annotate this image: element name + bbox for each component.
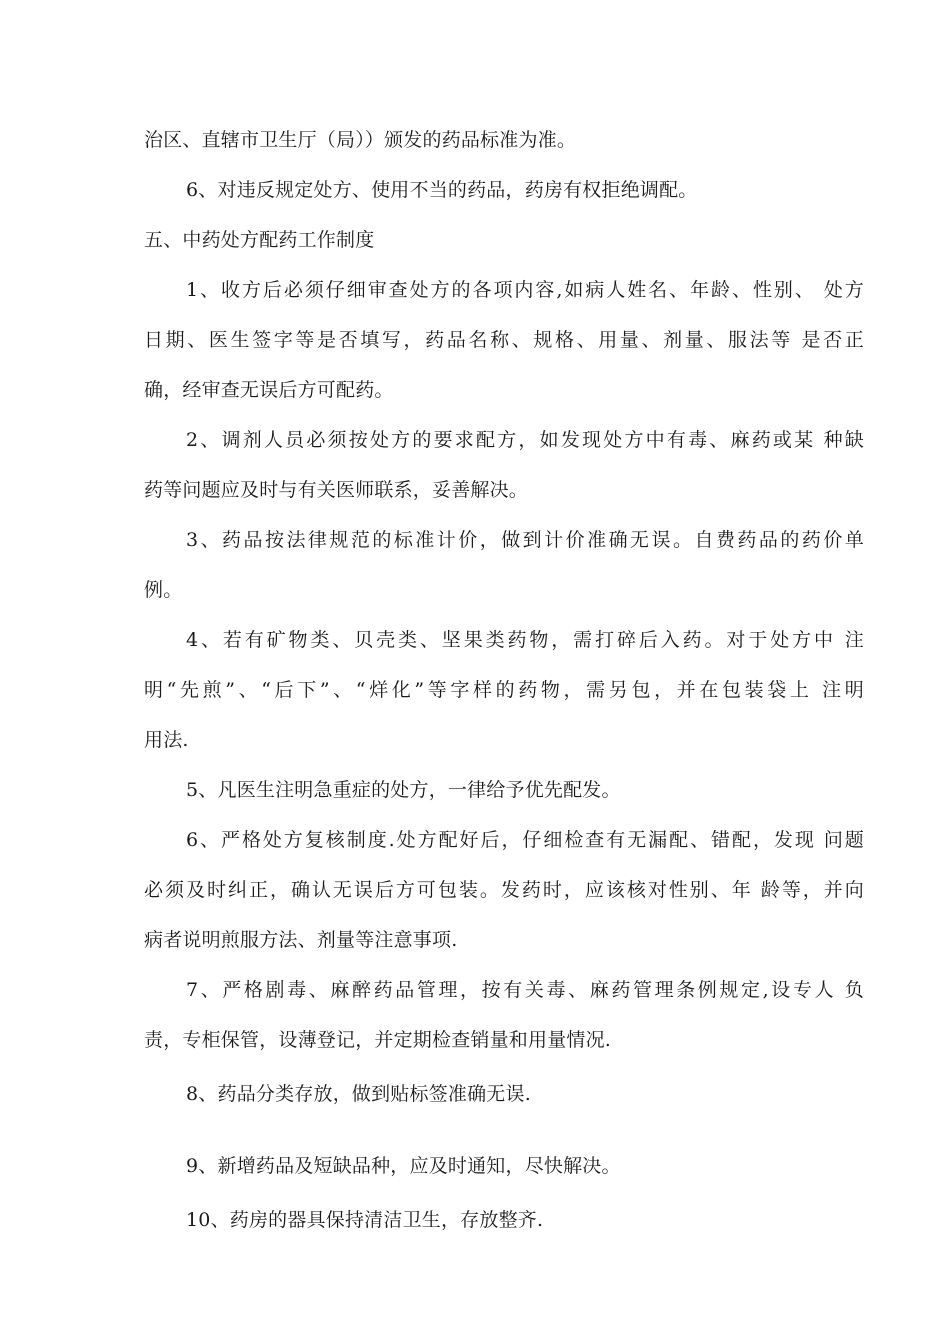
text-line: 必须及时纠正，确认无误后方可包装。发药时，应该核对性别、年 龄等，并向 bbox=[144, 879, 864, 901]
text-line: 2、调剂人员必须按处方的要求配方，如发现处方中有毒、麻药或某 种缺 bbox=[186, 429, 864, 451]
text-line: 10、药房的器具保持清洁卫生，存放整齐. bbox=[186, 1209, 544, 1231]
text-line: 治区、直辖市卫生厅（局））颁发的药品标准为准。 bbox=[144, 129, 577, 151]
text-line: 9、新增药品及短缺品种，应及时通知，尽快解决。 bbox=[186, 1155, 621, 1177]
text-line: 用法. bbox=[144, 729, 189, 751]
text-line: 责，专柜保管，设薄登记，并定期检查销量和用量情况. bbox=[144, 1029, 612, 1051]
text-line: 例。 bbox=[144, 579, 183, 601]
text-line: 4、若有矿物类、贝壳类、坚果类药物，需打碎后入药。对于处方中 注 bbox=[186, 629, 864, 651]
text-line: 6、严格处方复核制度.处方配好后，仔细检查有无漏配、错配，发现 问题 bbox=[186, 829, 864, 851]
text-line: 7、严格剧毒、麻醉药品管理，按有关毒、麻药管理条例规定,设专人 负 bbox=[186, 979, 864, 1001]
text-line: 确，经审查无误后方可配药。 bbox=[144, 379, 394, 401]
text-line: 6、对违反规定处方、使用不当的药品，药房有权拒绝调配。 bbox=[186, 179, 698, 201]
text-line: 日期、医生签字等是否填写，药品名称、规格、用量、剂量、服法等 是否正 bbox=[144, 329, 864, 351]
text-line: 1、收方后必须仔细审查处方的各项内容,如病人姓名、年龄、性别、 处方 bbox=[186, 279, 864, 301]
text-line: 药等问题应及时与有关医师联系，妥善解决。 bbox=[144, 479, 529, 501]
text-line: 3、药品按法律规范的标准计价，做到计价准确无误。自费药品的药价单 bbox=[186, 529, 864, 551]
text-line: 8、药品分类存放，做到贴标签准确无误. bbox=[186, 1083, 531, 1105]
text-line: 5、凡医生注明急重症的处方，一律给予优先配发。 bbox=[186, 779, 621, 801]
section-heading: 五、中药处方配药工作制度 bbox=[144, 229, 375, 251]
text-line: 病者说明煎服方法、剂量等注意事项. bbox=[144, 929, 458, 951]
text-line: 明“先煎”、“后下”、“烊化”等字样的药物，需另包，并在包装袋上 注明 bbox=[144, 679, 864, 701]
